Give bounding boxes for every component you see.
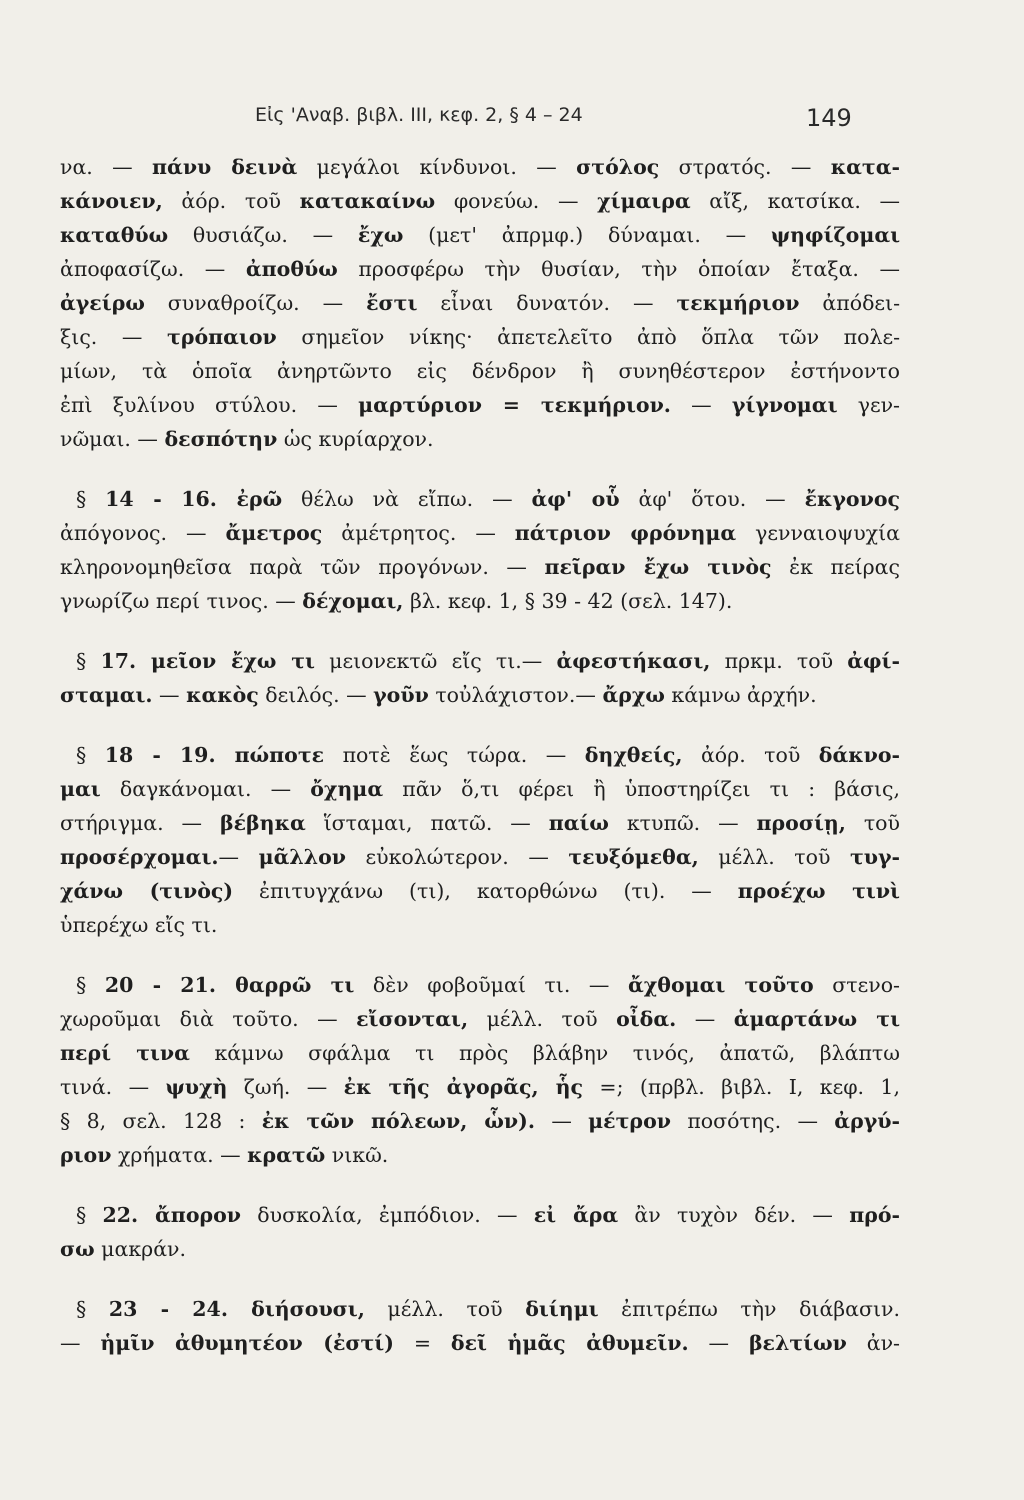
headword: ἀργύ- — [834, 1109, 900, 1133]
gloss-text: — — [688, 1331, 749, 1355]
gloss-text: μέλλ. τοῦ — [698, 845, 850, 869]
headword: σταμαι. — [60, 683, 153, 707]
gloss-text: μέλλ. τοῦ — [364, 1297, 526, 1321]
headword: εἴσονται, — [356, 1007, 469, 1031]
text-line — [60, 1070, 900, 1104]
gloss-text: φονεύω. — — [435, 189, 598, 213]
headword: γοῦν — [373, 683, 429, 707]
text-line — [60, 550, 900, 584]
headword: ἀφ' οὗ — [531, 487, 620, 511]
text-line — [60, 806, 900, 840]
gloss-text: ἀφ' ὅτου. — — [619, 487, 805, 511]
headword: ἄρχω — [602, 683, 665, 707]
gloss-text: θέλω νὰ εἴπω. — — [282, 487, 532, 511]
gloss-text: θυσιάζω. — — [168, 223, 358, 247]
headword: πεῖραν ἔχω τινὸς — [544, 555, 772, 579]
headword: μαρτύριον = τεκμήριον. — [358, 393, 671, 417]
gloss-text: ἐκ πείρας — [771, 555, 900, 579]
gloss-text: γεν- — [837, 393, 900, 417]
headword: χίμαιρα — [597, 189, 691, 213]
gloss-text: νῶμαι. — — [60, 427, 165, 451]
headword: προσίῃ, — [756, 811, 846, 835]
headword: διίημι — [525, 1297, 599, 1321]
headword: ἔκγονος — [804, 487, 900, 511]
gloss-text: σημεῖον νίκης· ἀπετελεῖτο ἀπὸ ὅπλα τῶν πολε- — [276, 325, 901, 349]
headword: 22. ἄπορον — [102, 1203, 242, 1227]
headword: μέτρον — [588, 1109, 671, 1133]
gloss-text: ἀν- — [846, 1331, 900, 1355]
text-line — [60, 388, 900, 422]
headword: ριον — [60, 1143, 112, 1167]
text-line — [60, 1198, 900, 1232]
headword: ἁμαρτάνω τι — [733, 1007, 900, 1031]
gloss-text: μακράν. — [94, 1237, 187, 1261]
headword: κάνοιεν, — [60, 189, 163, 213]
text-line — [60, 1036, 900, 1070]
gloss-text: τινά. — — [60, 1075, 166, 1099]
headword: μαι — [60, 777, 101, 801]
gloss-text: ποτὲ ἕως τώρα. — — [324, 743, 585, 767]
gloss-text: κτυπῶ. — — [608, 811, 757, 835]
headword: κακὸς — [186, 683, 259, 707]
headword: προέχω τινὶ — [737, 879, 900, 903]
text-line — [60, 218, 900, 252]
text-line — [60, 840, 900, 874]
gloss-text: § — [76, 649, 101, 673]
text-line — [60, 968, 900, 1002]
headword: ἀφί- — [847, 649, 900, 673]
gloss-text: βλ. κεφ. 1, § 39 - 42 (σελ. 147). — [403, 589, 733, 613]
text-line — [60, 150, 900, 184]
gloss-text: ἀπόγονος. — — [60, 521, 226, 545]
gloss-text: ἀμέτρητος. — — [322, 521, 515, 545]
gloss-text: — — [218, 845, 259, 869]
gloss-text: μεγάλοι κίνδυνοι. — — [297, 155, 577, 179]
text-line — [60, 1292, 900, 1326]
text-line — [60, 1002, 900, 1036]
gloss-text: στρατός. — — [659, 155, 831, 179]
gloss-text: προσφέρω τὴν θυσίαν, τὴν ὁποίαν ἔταξα. — — [337, 257, 900, 281]
headword: δηχθείς, — [584, 743, 683, 767]
text-line — [60, 422, 900, 456]
page-number: 149 — [806, 104, 852, 132]
gloss-text: — — [60, 1331, 101, 1355]
headword: σω — [60, 1237, 95, 1261]
gloss-text: — — [676, 1007, 734, 1031]
text-line — [60, 874, 900, 908]
gloss-text: § — [76, 1203, 103, 1227]
headword: πάτριον φρόνημα — [514, 521, 737, 545]
gloss-text: νικῶ. — [325, 1143, 389, 1167]
gloss-text: ὡς κυρίαρχον. — [277, 427, 434, 451]
gloss-text: § — [76, 1297, 109, 1321]
headword: 14 - 16. ἐρῶ — [105, 487, 283, 511]
gloss-text: να. — — [60, 155, 153, 179]
gloss-text: — — [670, 393, 732, 417]
gloss-text: ἀποφασίζω. — — [60, 257, 246, 281]
gloss-text: § — [76, 487, 106, 511]
headword: ψηφίζομαι — [770, 223, 901, 247]
headword: 18 - 19. πώποτε — [104, 743, 325, 767]
gloss-text: ἀόρ. τοῦ — [682, 743, 819, 767]
headword: ἀποθύω — [245, 257, 338, 281]
headword: 23 - 24. διήσουσι, — [108, 1297, 365, 1321]
headword: στόλος — [576, 155, 660, 179]
gloss-text: ὑπερέχω εἴς τι. — [60, 913, 218, 937]
headword: ἀγείρω — [60, 291, 145, 315]
gloss-text: συναθροίζω. — — [144, 291, 367, 315]
headword: δεσπότην — [164, 427, 278, 451]
headword: μᾶλλον — [258, 845, 346, 869]
gloss-text: ποσότης. — — [670, 1109, 835, 1133]
headword: οἶδα. — [616, 1007, 677, 1031]
gloss-text: χωροῦμαι διὰ τοῦτο. — — [60, 1007, 357, 1031]
headword: ἄμετρος — [225, 521, 323, 545]
text-line — [60, 184, 900, 218]
headword: κρατῶ — [247, 1143, 326, 1167]
text-line — [60, 584, 900, 618]
headword: ἄχθομαι τοῦτο — [628, 973, 814, 997]
headword: ψυχὴ — [165, 1075, 228, 1099]
gloss-text: γνωρίζω περί τινος. — — [60, 589, 303, 613]
gloss-text: δυσκολία, ἐμπόδιον. — — [241, 1203, 534, 1227]
headword: τεκμήριον — [676, 291, 800, 315]
headword: ἡμῖν ἀθυμητέον (ἐστί) — [100, 1331, 394, 1355]
gloss-text: = — [393, 1331, 451, 1355]
headword: βέβηκα — [219, 811, 306, 835]
headword: δεῖ ἡμᾶς ἀθυμεῖν. — [450, 1331, 689, 1355]
gloss-text: § — [76, 743, 105, 767]
gloss-text: ἀόρ. τοῦ — [162, 189, 300, 213]
text-line — [60, 354, 900, 388]
gloss-text: μίων, τὰ ὁποῖα ἀνηρτῶντο εἰς δένδρον ἢ συνηθέστερον ἐστήνοντο — [60, 359, 900, 383]
gloss-text: αἴξ, κατσίκα. — — [690, 189, 900, 213]
headword: ὄχημα — [310, 777, 384, 801]
headword: πρό- — [849, 1203, 901, 1227]
headword: 17. μεῖον ἔχω τι — [100, 649, 315, 673]
gloss-text: δαγκάνομαι. — — [100, 777, 311, 801]
text-line — [60, 1104, 900, 1138]
gloss-text: κάμνω σφάλμα τι πρὸς βλάβην τινός, ἀπατῶ, βλάπτω — [189, 1041, 900, 1065]
text-line — [60, 908, 900, 942]
gloss-text: τοὐλάχιστον.— — [428, 683, 603, 707]
headword: τυγ- — [849, 845, 900, 869]
gloss-text: κάμνω ἀρχήν. — [664, 683, 817, 707]
headword: δέχομαι, — [302, 589, 404, 613]
headword: ἔστι — [366, 291, 418, 315]
running-header: Εἰς 'Αναβ. βιβλ. III, κεφ. 2, § 4 – 24 — [255, 104, 583, 126]
gloss-text: ἀπόδει- — [799, 291, 900, 315]
headword: ἀφεστήκασι, — [556, 649, 711, 673]
text-line — [60, 482, 900, 516]
headword: ἐκ τῆς ἀγορᾶς, ἧς — [343, 1075, 584, 1099]
headword: ἐκ τῶν πόλεων, ὧν). — [261, 1109, 535, 1133]
gloss-text: § — [76, 973, 105, 997]
gloss-text: ἐπιτρέπω τὴν διάβασιν. — [598, 1297, 901, 1321]
glossary-text — [60, 150, 900, 1360]
gloss-text: γενναιοψυχία — [736, 521, 900, 545]
text-line — [60, 286, 900, 320]
gloss-text: § 8, σελ. 128 : — [60, 1109, 262, 1133]
text-line — [60, 738, 900, 772]
gloss-text: πρκμ. τοῦ — [710, 649, 848, 673]
gloss-text: τοῦ — [845, 811, 900, 835]
gloss-text: ἵσταμαι, πατῶ. — — [305, 811, 549, 835]
text-line — [60, 320, 900, 354]
headword: πάνυ δεινὰ — [152, 155, 298, 179]
gloss-text: ζωή. — — [227, 1075, 344, 1099]
headword: τρόπαιον — [167, 325, 277, 349]
headword: κατα- — [830, 155, 900, 179]
headword: κατακαίνω — [299, 189, 436, 213]
headword: καταθύω — [60, 223, 169, 247]
gloss-text: εἶναι δυνατόν. — — [417, 291, 677, 315]
headword: 20 - 21. θαρρῶ τι — [104, 973, 355, 997]
text-line — [60, 772, 900, 806]
headword: εἰ ἄρα — [533, 1203, 619, 1227]
text-line — [60, 644, 900, 678]
gloss-text: κληρονομηθεῖσα παρὰ τῶν προγόνων. — — [60, 555, 545, 579]
gloss-text: χρήματα. — — [111, 1143, 248, 1167]
gloss-text: μειονεκτῶ εἴς τι.— — [314, 649, 557, 673]
headword: δάκνο- — [818, 743, 901, 767]
gloss-text: στενο- — [813, 973, 900, 997]
gloss-text: =; (πρβλ. βιβλ. I, κεφ. 1, — [583, 1075, 900, 1099]
gloss-text: εὐκολώτερον. — — [346, 845, 569, 869]
headword: παίω — [548, 811, 609, 835]
headword: χάνω (τινὸς) — [60, 879, 234, 903]
gloss-text: πᾶν ὅ,τι φέρει ἢ ὑποστηρίζει τι : βάσις, — [383, 777, 900, 801]
gloss-text: ἐπὶ ξυλίνου στύλου. — — [60, 393, 359, 417]
gloss-text: ἂν τυχὸν δέν. — — [618, 1203, 850, 1227]
gloss-text: (μετ' ἀπρμφ.) δύναμαι. — — [403, 223, 771, 247]
gloss-text: δὲν φοβοῦμαί τι. — — [354, 973, 629, 997]
gloss-text: — — [152, 683, 187, 707]
text-line — [60, 678, 900, 712]
gloss-text: δειλός. — — [258, 683, 374, 707]
text-line — [60, 1232, 900, 1266]
text-line — [60, 252, 900, 286]
headword: περί τινα — [60, 1041, 190, 1065]
text-line — [60, 1138, 900, 1172]
headword: γίγνομαι — [731, 393, 838, 417]
text-line — [60, 1326, 900, 1360]
gloss-text: μέλλ. τοῦ — [468, 1007, 617, 1031]
headword: ἔχω — [357, 223, 404, 247]
gloss-text: — — [534, 1109, 589, 1133]
gloss-text: στήριγμα. — — [60, 811, 220, 835]
headword: προσέρχομαι. — [60, 845, 219, 869]
gloss-text: ξις. — — [60, 325, 168, 349]
gloss-text: ἐπιτυγχάνω (τι), κατορθώνω (τι). — — [233, 879, 738, 903]
headword: βελτίων — [748, 1331, 847, 1355]
text-line — [60, 516, 900, 550]
headword: τευξόμεθα, — [568, 845, 699, 869]
